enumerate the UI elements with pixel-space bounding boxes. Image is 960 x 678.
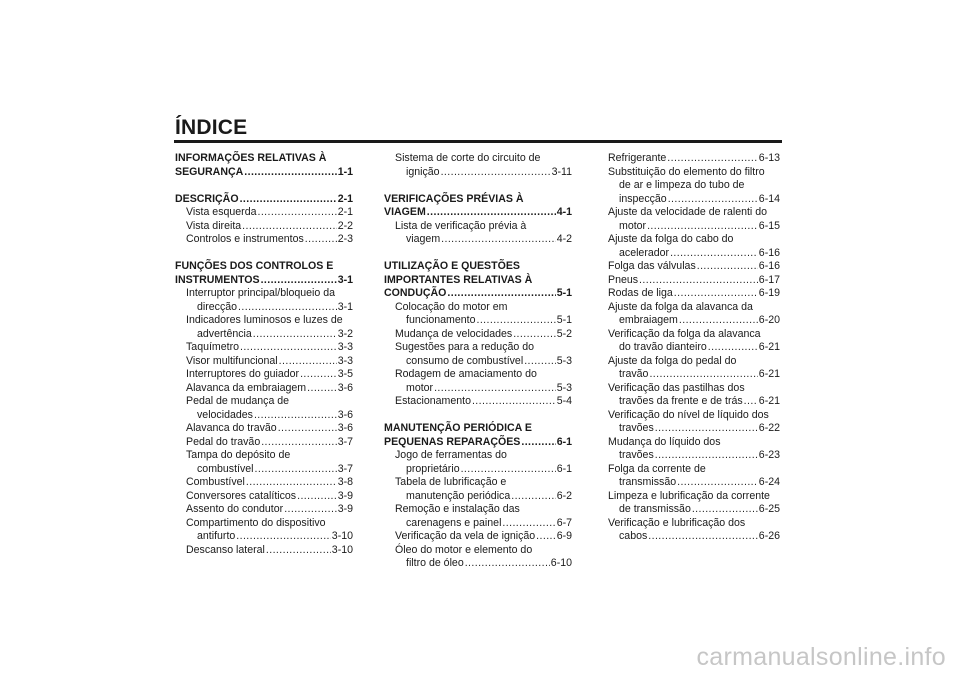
toc-page-number: 3-9 xyxy=(337,489,353,502)
toc-page-number: 6-16 xyxy=(758,246,780,259)
page-title: ÍNDICE xyxy=(175,116,248,139)
toc-entry-text: Tabela de lubrificação e xyxy=(395,476,507,488)
leader-dots xyxy=(240,341,337,355)
toc-entry-text: motor xyxy=(619,219,647,232)
toc-entry-text: direcção xyxy=(197,300,238,313)
toc-entry-text: VIAGEM xyxy=(384,206,426,218)
toc-entry-text: ignição xyxy=(406,165,440,178)
toc-page-number: 2-2 xyxy=(337,219,353,232)
toc-entry[interactable] xyxy=(597,409,780,436)
leader-dots xyxy=(677,476,758,490)
title-rule xyxy=(174,140,782,143)
toc-entry-text: Assento do condutor xyxy=(186,503,284,515)
toc-entry[interactable] xyxy=(597,274,780,288)
toc-column-1 xyxy=(175,152,353,557)
toc-entry-text: embraiagem xyxy=(619,314,678,326)
toc-page-number: 6-21 xyxy=(758,341,780,353)
toc-entry[interactable] xyxy=(175,503,353,517)
toc-entry-text: Visor multifuncional xyxy=(186,354,278,367)
toc-entry-text: Pedal do travão xyxy=(186,435,261,448)
toc-entry-text: Refrigerante xyxy=(608,152,667,164)
toc-column-3 xyxy=(597,152,780,544)
toc-page-number: 6-21 xyxy=(758,368,780,380)
leader-dots xyxy=(465,557,550,571)
toc-entry-text: travão xyxy=(619,368,649,380)
toc-page-number: 6-15 xyxy=(758,219,780,232)
leader-dots xyxy=(667,152,758,166)
toc-page-number: 5-1 xyxy=(556,287,572,299)
leader-dots xyxy=(447,287,555,301)
toc-entry[interactable] xyxy=(175,233,353,247)
toc-entry[interactable] xyxy=(175,314,353,341)
toc-entry[interactable] xyxy=(384,503,572,530)
toc-entry-text: Lista de verificação prévia à xyxy=(395,219,527,232)
toc-page-number: 6-16 xyxy=(758,260,780,272)
toc-entry[interactable] xyxy=(175,476,353,490)
toc-page-number: 6-9 xyxy=(556,530,572,542)
toc-entry-text: Remoção e instalação das xyxy=(395,503,520,515)
toc-entry[interactable] xyxy=(175,517,353,544)
leader-dots xyxy=(477,314,556,328)
leader-dots xyxy=(655,422,758,436)
toc-entry-text: Mudança de velocidades xyxy=(395,327,513,340)
toc-entry-text: Interruptor principal/bloqueio da xyxy=(186,287,335,299)
toc-page-number: 6-7 xyxy=(556,516,572,529)
leader-dots xyxy=(307,382,337,396)
toc-page-number: 6-24 xyxy=(758,476,780,488)
leader-dots xyxy=(236,530,331,544)
toc-entry-text: Pneus xyxy=(608,273,639,286)
toc-entry[interactable] xyxy=(384,341,572,368)
toc-page-number: 3-10 xyxy=(331,543,353,556)
toc-entry[interactable] xyxy=(597,382,780,409)
leader-dots xyxy=(461,463,556,477)
toc-page-number: 1-1 xyxy=(337,165,353,178)
toc-entry-text: transmissão xyxy=(619,476,677,488)
toc-entry[interactable] xyxy=(175,422,353,436)
toc-entry-text: Pedal de mudança de xyxy=(186,395,290,407)
toc-section-heading[interactable] xyxy=(384,422,572,449)
toc-page-number: 6-13 xyxy=(758,152,780,164)
toc-page-number: 2-3 xyxy=(337,233,353,245)
toc-entry[interactable] xyxy=(384,301,572,328)
toc-entry[interactable] xyxy=(175,395,353,422)
toc-entry[interactable] xyxy=(175,544,353,558)
toc-page-number: 3-1 xyxy=(337,300,353,313)
toc-page-number: 6-19 xyxy=(758,287,780,299)
toc-page-number: 3-6 xyxy=(337,422,353,434)
toc-entry[interactable] xyxy=(597,463,780,490)
toc-page-number: 6-22 xyxy=(758,422,780,434)
toc-entry-text: Indicadores luminosos e luzes de xyxy=(186,314,343,326)
toc-entry-text: Verificação das pastilhas dos xyxy=(608,381,745,394)
toc-entry[interactable] xyxy=(175,368,353,382)
toc-entry[interactable] xyxy=(597,355,780,382)
toc-entry-text: de ar e limpeza do tubo de xyxy=(619,179,745,191)
toc-entry-text: Folga das válvulas xyxy=(608,260,696,272)
leader-dots xyxy=(536,530,556,544)
toc-entry-text: cabos xyxy=(619,530,648,542)
toc-entry-text: Verificação da folga da alavanca xyxy=(608,327,761,340)
leader-dots xyxy=(670,247,758,261)
leader-dots xyxy=(513,328,555,342)
toc-entry-text: manutenção periódica xyxy=(406,489,511,502)
toc-page-number: 5-2 xyxy=(556,327,572,340)
toc-entry-text: Ajuste da folga do cabo do xyxy=(608,233,734,245)
toc-page-number: 6-17 xyxy=(758,273,780,286)
leader-dots xyxy=(253,328,337,342)
toc-entry[interactable] xyxy=(384,328,572,342)
leader-dots xyxy=(648,530,758,544)
leader-dots xyxy=(257,206,336,220)
toc-page-number: 4-1 xyxy=(556,206,572,218)
toc-page-number: 6-23 xyxy=(758,449,780,461)
toc-entry[interactable] xyxy=(175,341,353,355)
toc-entry-text: filtro de óleo xyxy=(406,557,464,569)
section-gap xyxy=(175,247,353,261)
leader-dots xyxy=(261,274,337,288)
leader-dots xyxy=(279,355,337,369)
leader-dots xyxy=(441,166,551,180)
toc-page-number: 3-6 xyxy=(337,408,353,421)
toc-entry-text: Ajuste da folga do pedal do xyxy=(608,354,737,367)
leader-dots xyxy=(521,436,555,450)
toc-entry-text: INFORMAÇÕES RELATIVAS À xyxy=(175,152,327,164)
leader-dots xyxy=(441,233,556,247)
leader-dots xyxy=(244,166,336,180)
toc-page-number: 3-3 xyxy=(337,354,353,367)
toc-entry-text: Interruptores do guiador xyxy=(186,368,300,380)
toc-page-number: 6-1 xyxy=(556,462,572,475)
toc-entry-text: Taquímetro xyxy=(186,341,239,353)
toc-page-number: 3-11 xyxy=(551,165,572,178)
toc-page-number: 3-6 xyxy=(337,381,353,394)
toc-section-heading[interactable] xyxy=(175,193,353,207)
toc-entry-text: Sugestões para a redução do xyxy=(395,341,534,353)
toc-page-number: 2-1 xyxy=(337,192,353,205)
toc-entry-text: Ajuste da velocidade de ralenti do xyxy=(608,206,768,218)
toc-page-number: 6-26 xyxy=(758,530,780,542)
toc-page-number: 3-1 xyxy=(337,273,353,286)
section-gap xyxy=(384,247,572,261)
toc-page-number: 2-1 xyxy=(337,206,353,218)
toc-entry-text: INSTRUMENTOS xyxy=(175,273,260,286)
toc-section-heading[interactable] xyxy=(384,193,572,220)
toc-entry-text: combustível xyxy=(197,462,254,475)
toc-entry[interactable] xyxy=(597,517,780,544)
toc-section-heading[interactable] xyxy=(175,152,353,179)
toc-page-number: 3-2 xyxy=(337,327,353,340)
toc-entry-text: travões xyxy=(619,422,654,434)
toc-entry-text: VERIFICAÇÕES PRÉVIAS À xyxy=(384,192,524,205)
leader-dots xyxy=(639,274,758,288)
toc-entry-text: motor xyxy=(406,381,434,394)
toc-entry[interactable] xyxy=(384,220,572,247)
toc-page-number: 6-20 xyxy=(758,314,780,326)
leader-dots xyxy=(524,355,556,369)
toc-page-number: 3-5 xyxy=(337,368,353,380)
toc-entry[interactable] xyxy=(384,449,572,476)
toc-page-number: 3-10 xyxy=(331,530,353,542)
toc-entry[interactable] xyxy=(597,287,780,301)
toc-page-number: 5-1 xyxy=(556,314,572,326)
toc-entry[interactable] xyxy=(597,233,780,260)
toc-entry-text: Mudança do líquido dos xyxy=(608,435,721,448)
watermark: carmanualsonline.info xyxy=(696,643,946,671)
toc-page-number: 3-7 xyxy=(337,462,353,475)
toc-page-number: 6-10 xyxy=(550,557,572,569)
toc-entry[interactable] xyxy=(384,395,572,409)
toc-entry-text: consumo de combustível xyxy=(406,354,524,367)
leader-dots xyxy=(246,476,337,490)
toc-entry-text: Combustível xyxy=(186,476,245,488)
toc-entry[interactable] xyxy=(175,355,353,369)
toc-page-number: 4-2 xyxy=(556,233,572,245)
leader-dots xyxy=(305,233,337,247)
toc-entry-text: Substituição do elemento do filtro xyxy=(608,165,765,178)
toc-entry-text: travões da frente e de trás xyxy=(619,395,743,407)
toc-page-number: 6-21 xyxy=(758,395,780,407)
toc-entry-text: Óleo do motor e elemento do xyxy=(395,543,533,556)
toc-entry-text: Limpeza e lubrificação da corrente xyxy=(608,489,770,502)
toc-entry-text: SEGURANÇA xyxy=(175,165,244,178)
toc-entry[interactable] xyxy=(597,152,780,166)
leader-dots xyxy=(284,503,337,517)
leader-dots xyxy=(434,382,556,396)
leader-dots xyxy=(300,368,337,382)
toc-entry-text: advertência xyxy=(197,327,252,340)
toc-entry-text: Rodas de liga xyxy=(608,287,673,299)
toc-entry-text: Alavanca do travão xyxy=(186,422,277,434)
toc-entry[interactable] xyxy=(175,206,353,220)
toc-column-2 xyxy=(384,152,572,571)
toc-entry-text: funcionamento xyxy=(406,314,476,326)
leader-dots xyxy=(297,490,337,504)
leader-dots xyxy=(655,449,758,463)
toc-section-heading[interactable] xyxy=(384,260,572,301)
toc-entry-text: velocidades xyxy=(197,408,253,421)
toc-entry-text: viagem xyxy=(406,233,441,245)
toc-entry-text: do travão dianteiro xyxy=(619,341,707,353)
leader-dots xyxy=(647,220,758,234)
leader-dots xyxy=(679,314,758,328)
toc-entry-text: FUNÇÕES DOS CONTROLOS E xyxy=(175,260,334,272)
leader-dots xyxy=(240,193,337,207)
toc-entry[interactable] xyxy=(597,490,780,517)
toc-entry[interactable] xyxy=(597,260,780,274)
toc-page-number: 5-3 xyxy=(556,381,572,394)
leader-dots xyxy=(668,193,758,207)
toc-entry[interactable] xyxy=(384,368,572,395)
toc-entry-text: Compartimento do dispositivo xyxy=(186,516,326,529)
toc-page-number: 5-4 xyxy=(556,395,572,407)
leader-dots xyxy=(238,301,337,315)
leader-dots xyxy=(649,368,757,382)
toc-entry[interactable] xyxy=(175,449,353,476)
toc-page-number: 6-14 xyxy=(758,192,780,205)
toc-entry-text: Verificação da vela de ignição xyxy=(395,530,536,542)
toc-entry-text: Ajuste da folga da alavanca da xyxy=(608,300,753,313)
toc-entry-text: Jogo de ferramentas do xyxy=(395,449,507,461)
toc-entry-text: antifurto xyxy=(197,530,236,542)
toc-entry[interactable] xyxy=(384,476,572,503)
toc-page-number: 3-8 xyxy=(337,476,353,488)
leader-dots xyxy=(261,436,336,450)
leader-dots xyxy=(266,544,331,558)
toc-entry-text: Vista esquerda xyxy=(186,206,257,218)
toc-entry-text: PEQUENAS REPARAÇÕES xyxy=(384,435,521,448)
toc-page-number: 3-3 xyxy=(337,341,353,353)
toc-entry-text: acelerador xyxy=(619,246,670,259)
toc-entry-text: Conversores catalíticos xyxy=(186,489,297,502)
toc-page-number: 6-2 xyxy=(556,489,572,502)
toc-section-heading[interactable] xyxy=(175,260,353,287)
toc-entry-text: carenagens e painel xyxy=(406,516,502,529)
leader-dots xyxy=(472,395,556,409)
leader-dots xyxy=(708,341,758,355)
toc-entry-text: proprietário xyxy=(406,462,460,475)
leader-dots xyxy=(427,206,556,220)
toc-entry-text: IMPORTANTES RELATIVAS À xyxy=(384,273,533,286)
leader-dots xyxy=(255,463,337,477)
toc-page-number: 6-1 xyxy=(556,435,572,448)
leader-dots xyxy=(254,409,337,423)
section-gap xyxy=(384,409,572,423)
toc-entry-text: Vista direita xyxy=(186,219,242,232)
toc-entry[interactable] xyxy=(597,166,780,207)
leader-dots xyxy=(692,503,758,517)
toc-entry[interactable] xyxy=(597,328,780,355)
section-gap xyxy=(175,179,353,193)
toc-entry[interactable] xyxy=(597,301,780,328)
toc-entry-text: Verificação e lubrificação dos xyxy=(608,516,746,529)
toc-entry-text: Folga da corrente de xyxy=(608,462,706,475)
section-gap xyxy=(384,179,572,193)
toc-entry-text: UTILIZAÇÃO E QUESTÕES xyxy=(384,260,520,272)
toc-entry-text: Descanso lateral xyxy=(186,543,265,556)
toc-entry[interactable] xyxy=(175,490,353,504)
toc-entry-text: Tampa do depósito de xyxy=(186,449,291,461)
leader-dots xyxy=(502,517,555,531)
toc-entry[interactable] xyxy=(597,206,780,233)
toc-entry[interactable] xyxy=(384,544,572,571)
leader-dots xyxy=(278,422,337,436)
toc-entry[interactable] xyxy=(175,436,353,450)
toc-entry-text: inspecção xyxy=(619,192,667,205)
toc-entry-text: de transmissão xyxy=(619,503,691,515)
leader-dots xyxy=(697,260,758,274)
toc-page-number: 6-25 xyxy=(758,503,780,515)
toc-entry-text: MANUTENÇÃO PERIÓDICA E xyxy=(384,422,532,434)
leader-dots xyxy=(674,287,758,301)
toc-entry[interactable] xyxy=(175,220,353,234)
toc-entry-text: Controlos e instrumentos xyxy=(186,233,304,245)
toc-entry[interactable] xyxy=(384,530,572,544)
toc-entry-text: Estacionamento xyxy=(395,395,471,407)
leader-dots xyxy=(744,395,758,409)
toc-entry-text: Verificação do nível de líquido dos xyxy=(608,408,769,421)
toc-entry-text: Alavanca da embraiagem xyxy=(186,381,307,394)
toc-page-number: 3-7 xyxy=(337,435,353,448)
toc-entry[interactable] xyxy=(597,436,780,463)
toc-entry[interactable] xyxy=(175,382,353,396)
leader-dots xyxy=(511,490,555,504)
toc-entry-text: CONDUÇÃO xyxy=(384,287,447,299)
toc-entry[interactable] xyxy=(175,287,353,314)
toc-entry[interactable] xyxy=(384,152,572,179)
toc-entry-text: Rodagem de amaciamento do xyxy=(395,368,537,380)
toc-entry-text: DESCRIÇÃO xyxy=(175,192,239,205)
toc-page-number: 5-3 xyxy=(556,354,572,367)
toc-entry-text: Colocação do motor em xyxy=(395,300,508,313)
toc-entry-text: Sistema de corte do circuito de xyxy=(395,152,541,164)
toc-entry-text: travões xyxy=(619,449,654,461)
leader-dots xyxy=(242,220,337,234)
toc-page-number: 3-9 xyxy=(337,503,353,515)
